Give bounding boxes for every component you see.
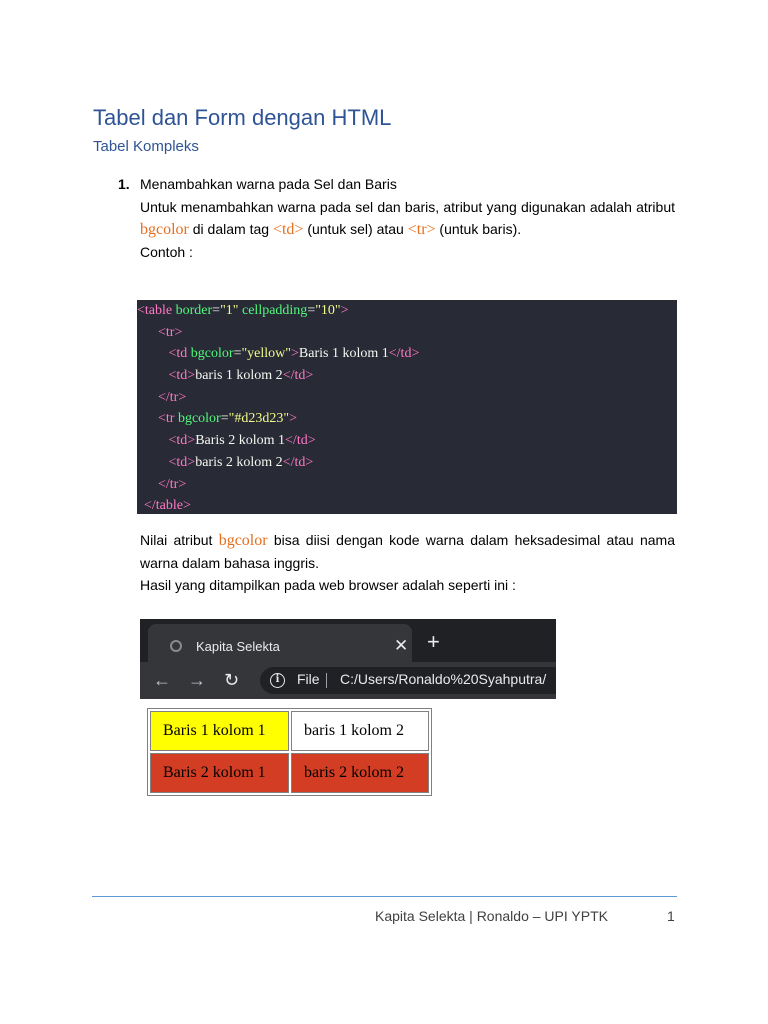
url-text[interactable]: C:/Users/Ronaldo%20Syahputra/: [340, 671, 547, 687]
page-title: Tabel dan Form dengan HTML: [93, 105, 392, 130]
intro-text-1: Untuk menambahkan warna pada sel dan baris, atribut yang digunakan adalah atribut: [140, 199, 675, 215]
code-line: <td>baris 2 kolom 2</td>: [168, 454, 314, 470]
address-divider: [326, 673, 327, 688]
code-line: </tr>: [158, 476, 187, 492]
code-line: <td>Baris 2 kolom 1</td>: [168, 433, 316, 449]
code-line: <td>baris 1 kolom 2</td>: [168, 368, 314, 384]
list-item-heading: Menambahkan warna pada Sel dan Baris: [140, 176, 397, 192]
footer-divider: [92, 896, 677, 897]
close-icon[interactable]: ✕: [394, 636, 409, 655]
browser-screenshot: [140, 619, 556, 699]
section-subtitle: Tabel Kompleks: [93, 138, 199, 155]
reload-icon[interactable]: ↻: [224, 670, 240, 690]
keyword-td: <td>: [272, 221, 304, 238]
result-intro-text: Hasil yang ditampilkan pada web browser adalah seperti ini :: [140, 577, 516, 593]
intro-text-4: (untuk baris).: [435, 221, 522, 237]
code-line: </table>: [144, 498, 191, 514]
back-arrow-icon[interactable]: ←: [153, 670, 171, 690]
address-bar[interactable]: [260, 667, 556, 694]
new-tab-icon[interactable]: +: [427, 629, 440, 654]
page-number: 1: [667, 908, 675, 924]
table-cell: Baris 1 kolom 1: [150, 711, 289, 751]
footer-text: Kapita Selekta | Ronaldo – UPI YPTK: [375, 908, 608, 924]
keyword-bgcolor: bgcolor: [140, 221, 189, 238]
code-block: [137, 300, 677, 514]
intro-paragraph: [140, 196, 675, 263]
table-cell: baris 2 kolom 2: [291, 753, 429, 793]
explain-text-2: bisa diisi dengan kode warna dalam heksadesimal atau nama warna dalam bahasa inggris.: [140, 532, 676, 571]
code-line: </tr>: [158, 389, 187, 405]
example-label: Contoh :: [140, 244, 193, 260]
globe-icon: [170, 640, 182, 652]
table-row: [150, 753, 429, 793]
list-number: 1.: [118, 176, 130, 192]
table-row: [150, 711, 429, 751]
info-icon[interactable]: i: [270, 673, 285, 688]
code-line: <tr>: [158, 324, 183, 340]
keyword-bgcolor: bgcolor: [218, 532, 268, 549]
table-cell: baris 1 kolom 2: [291, 711, 429, 751]
forward-arrow-icon[interactable]: →: [188, 670, 206, 690]
explain-text-1: Nilai atribut: [140, 532, 219, 548]
browser-toolbar: [140, 662, 556, 699]
explanation-paragraph: [140, 529, 675, 596]
intro-text-3: (untuk sel) atau: [303, 221, 408, 237]
browser-tab[interactable]: [148, 624, 412, 662]
code-line: <td bgcolor="yellow">Baris 1 kolom 1</td>: [168, 346, 420, 362]
keyword-tr: <tr>: [407, 221, 436, 238]
table-cell: Baris 2 kolom 1: [150, 753, 289, 793]
file-label: File: [297, 671, 320, 687]
tab-title: Kapita Selekta: [196, 639, 280, 654]
code-line: <table border="1" cellpadding="10">: [137, 303, 349, 318]
result-table: [147, 708, 432, 796]
code-line: <tr bgcolor="#d23d23">: [158, 411, 297, 427]
intro-text-2: di dalam tag: [188, 221, 273, 237]
